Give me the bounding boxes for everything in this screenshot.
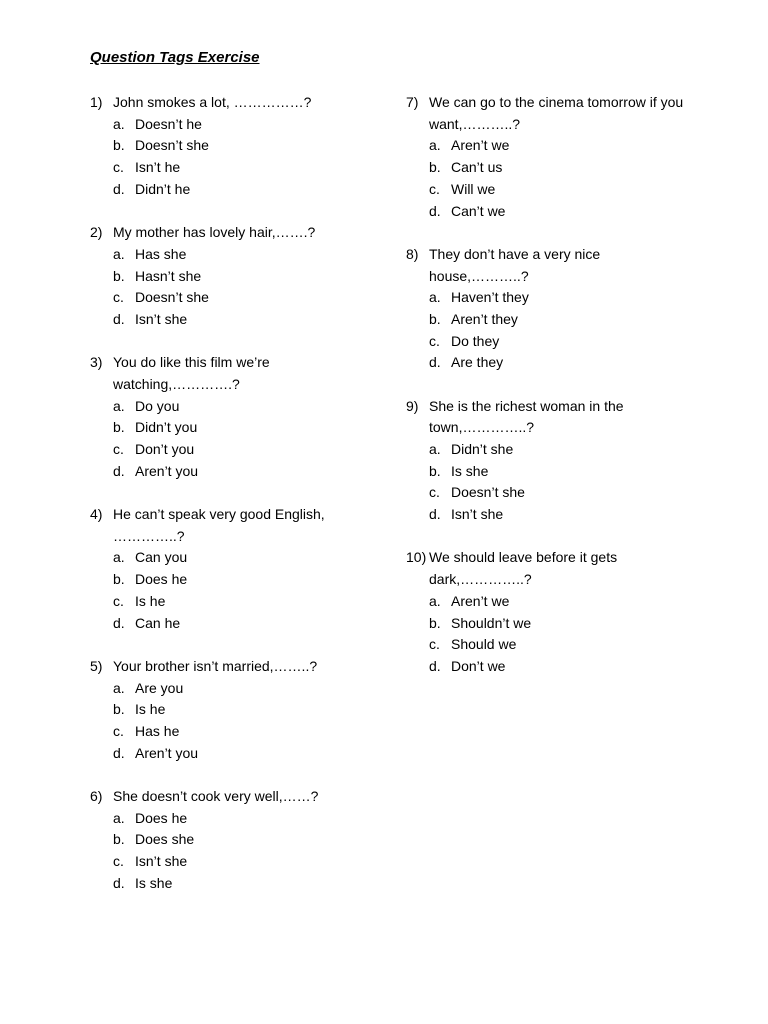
question-line — [406, 244, 696, 287]
answer-option — [90, 244, 390, 266]
option-letter: d. — [429, 202, 441, 219]
answer-option — [406, 201, 696, 223]
answer-option — [406, 309, 696, 331]
option-text: Is he — [135, 592, 166, 609]
option-text: Didn’t she — [451, 441, 514, 458]
answer-option — [90, 851, 390, 873]
question-number: 8) — [406, 245, 419, 262]
option-text: Isn’t she — [135, 853, 188, 870]
answer-option — [90, 547, 390, 569]
answer-option — [90, 287, 390, 309]
question-line — [90, 786, 390, 808]
option-text: Are you — [135, 679, 184, 696]
option-letter: a. — [113, 115, 125, 132]
option-letter: d. — [113, 874, 125, 891]
answer-option — [406, 656, 696, 678]
option-text: Is she — [451, 462, 489, 479]
option-text: Is she — [135, 874, 173, 891]
question-line — [90, 92, 390, 114]
option-text: Doesn’t she — [135, 137, 209, 154]
option-text: Haven’t they — [451, 289, 529, 306]
option-letter: c. — [113, 289, 124, 306]
option-letter: b. — [113, 571, 125, 588]
option-text: Didn’t you — [135, 419, 198, 436]
question-number: 3) — [90, 354, 103, 371]
answer-option — [90, 743, 390, 765]
option-letter: d. — [113, 180, 125, 197]
option-text: Should we — [451, 636, 517, 653]
question-line — [406, 92, 696, 135]
right-column — [406, 92, 696, 699]
option-text: Can’t us — [451, 159, 503, 176]
option-letter: a. — [113, 549, 125, 566]
question-text: We should leave before it gets dark,…………..? — [429, 549, 618, 588]
question-10 — [406, 547, 696, 677]
option-text: Is he — [135, 701, 166, 718]
question-6 — [90, 786, 390, 895]
option-letter: a. — [113, 809, 125, 826]
question-number: 2) — [90, 224, 103, 241]
option-letter: b. — [113, 267, 125, 284]
answer-option — [406, 591, 696, 613]
option-letter: b. — [429, 310, 441, 327]
option-letter: a. — [429, 137, 441, 154]
question-2 — [90, 222, 390, 331]
option-letter: a. — [113, 679, 125, 696]
option-text: Can he — [135, 614, 181, 631]
answer-option — [90, 873, 390, 895]
option-letter: b. — [113, 701, 125, 718]
option-text: Aren’t you — [135, 744, 199, 761]
option-text: Are they — [451, 354, 504, 371]
option-letter: d. — [113, 462, 125, 479]
option-letter: c. — [429, 636, 440, 653]
answer-option — [90, 461, 390, 483]
answer-option — [90, 829, 390, 851]
option-text: Shouldn’t we — [451, 614, 532, 631]
question-text: They don’t have a very nice house,………..? — [429, 245, 601, 284]
answer-option — [90, 157, 390, 179]
option-letter: a. — [429, 441, 441, 458]
option-text: Isn’t he — [135, 159, 181, 176]
question-line — [90, 656, 390, 678]
question-number: 5) — [90, 657, 103, 674]
answer-option — [406, 287, 696, 309]
option-letter: c. — [429, 484, 440, 501]
option-letter: b. — [429, 159, 441, 176]
option-letter: a. — [429, 592, 441, 609]
option-letter: d. — [429, 506, 441, 523]
option-letter: c. — [113, 592, 124, 609]
question-text: Your brother isn’t married,……..? — [113, 657, 318, 674]
answer-option — [90, 396, 390, 418]
option-letter: c. — [113, 722, 124, 739]
question-number: 10) — [406, 549, 427, 566]
question-text: You do like this film we’re watching,………….? — [113, 354, 270, 392]
question-number: 9) — [406, 397, 419, 414]
option-text: Does he — [135, 809, 188, 826]
answer-option — [406, 482, 696, 504]
answer-option — [90, 309, 390, 331]
question-line — [90, 504, 390, 547]
answer-option — [406, 461, 696, 483]
question-text: John smokes a lot, ……………? — [113, 94, 312, 110]
question-line — [90, 222, 390, 244]
option-letter: d. — [429, 354, 441, 371]
answer-option — [406, 331, 696, 353]
option-text: Doesn’t he — [135, 115, 202, 132]
option-letter: c. — [113, 853, 124, 870]
question-text: He can’t speak very good English, …………..? — [113, 506, 325, 544]
option-text: Does she — [135, 831, 195, 848]
option-text: Has he — [135, 722, 180, 739]
option-text: Does he — [135, 571, 188, 588]
answer-option — [406, 352, 696, 374]
question-text: We can go to the cinema tomorrow if you want,………..? — [429, 94, 684, 132]
question-5 — [90, 656, 390, 765]
option-text: Do you — [135, 397, 180, 414]
answer-option — [90, 699, 390, 721]
option-letter: a. — [113, 397, 125, 414]
option-text: Don’t we — [451, 657, 506, 674]
option-text: Aren’t you — [135, 462, 199, 479]
option-text: Don’t you — [135, 441, 195, 458]
option-text: Doesn’t she — [135, 289, 209, 306]
question-9 — [406, 396, 696, 526]
option-text: Can you — [135, 549, 188, 566]
question-line — [406, 547, 696, 590]
option-text: Has she — [135, 245, 187, 262]
option-text: Can’t we — [451, 202, 506, 219]
option-text: Hasn’t she — [135, 267, 202, 284]
question-number: 4) — [90, 506, 103, 523]
option-letter: d. — [113, 744, 125, 761]
option-text: Aren’t we — [451, 137, 510, 154]
question-8 — [406, 244, 696, 374]
question-text: She doesn’t cook very well,……? — [113, 787, 319, 804]
answer-option — [90, 591, 390, 613]
answer-option — [90, 135, 390, 157]
option-letter: d. — [113, 310, 125, 327]
option-letter: d. — [429, 657, 441, 674]
answer-option — [406, 179, 696, 201]
left-column — [90, 92, 390, 916]
answer-option — [90, 266, 390, 288]
question-text: She is the richest woman in the town,…………..? — [429, 397, 624, 436]
question-number: 7) — [406, 94, 419, 110]
answer-option — [90, 569, 390, 591]
answer-option — [90, 439, 390, 461]
option-text: Isn’t she — [135, 310, 188, 327]
question-text: My mother has lovely hair,…….? — [113, 224, 316, 241]
option-text: Aren’t we — [451, 592, 510, 609]
option-text: Isn’t she — [451, 506, 504, 523]
answer-option — [406, 135, 696, 157]
option-letter: b. — [429, 462, 441, 479]
question-1 — [90, 92, 390, 201]
option-letter: c. — [429, 332, 440, 349]
answer-option — [406, 157, 696, 179]
question-4 — [90, 504, 390, 634]
answer-option — [406, 504, 696, 526]
option-letter: c. — [113, 441, 124, 458]
option-text: Do they — [451, 332, 500, 349]
answer-option — [90, 417, 390, 439]
option-text: Didn’t he — [135, 180, 191, 197]
option-letter: a. — [429, 289, 441, 306]
option-text: Aren’t they — [451, 310, 518, 327]
question-line — [406, 396, 696, 439]
answer-option — [90, 114, 390, 136]
option-text: Will we — [451, 180, 496, 197]
question-3 — [90, 352, 390, 482]
option-letter: b. — [113, 831, 125, 848]
answer-option — [90, 678, 390, 700]
answer-option — [406, 634, 696, 656]
question-7 — [406, 92, 696, 222]
question-number: 6) — [90, 787, 103, 804]
option-letter: a. — [113, 245, 125, 262]
option-letter: d. — [113, 614, 125, 631]
answer-option — [90, 179, 390, 201]
option-letter: b. — [429, 614, 441, 631]
answer-option — [90, 721, 390, 743]
question-number: 1) — [90, 94, 103, 110]
option-letter: c. — [113, 159, 124, 176]
page-title: Question Tags Exercise — [90, 49, 260, 66]
answer-option — [406, 613, 696, 635]
answer-option — [406, 439, 696, 461]
answer-option — [90, 808, 390, 830]
option-letter: b. — [113, 137, 125, 154]
option-text: Doesn’t she — [451, 484, 525, 501]
option-letter: c. — [429, 180, 440, 197]
option-letter: b. — [113, 419, 125, 436]
question-line — [90, 352, 390, 395]
answer-option — [90, 613, 390, 635]
